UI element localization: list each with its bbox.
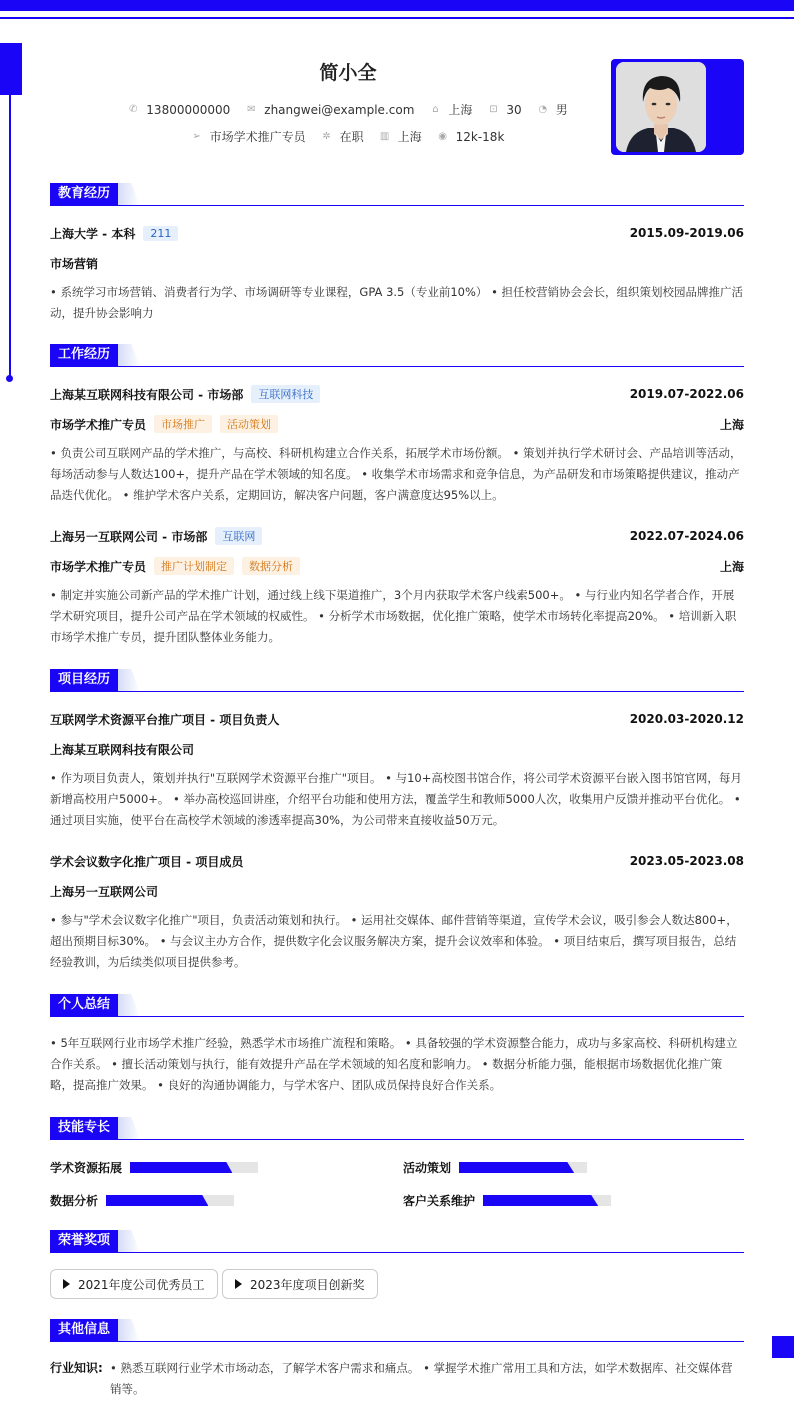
education-period: 2015.09-2019.06: [629, 226, 744, 240]
major: 市场营销: [50, 256, 99, 271]
section-other: [50, 1319, 744, 1342]
section-title-shadow: [118, 1319, 140, 1341]
education-major-row: [50, 254, 744, 272]
project-company: 上海某互联网科技有限公司: [50, 742, 195, 757]
section-title: 项目经历: [50, 669, 118, 691]
top-accent-line: [0, 17, 794, 19]
role: 市场学术推广专员: [50, 417, 147, 432]
role-tag: 市场推广: [154, 415, 212, 433]
education-desc: • 系统学习市场营销、消费者行为学、市场调研等专业课程，GPA 3.5（专业前10%） • 担任校营销协会会长，组织策划校园品牌推广活动，提升协会影响力: [50, 285, 744, 320]
section-education: [50, 183, 744, 206]
gender-icon: ◔: [538, 103, 548, 115]
phone: 13800000000: [146, 102, 231, 117]
project-company-row: [50, 740, 744, 758]
email-icon: ✉: [247, 103, 256, 115]
skill-name: 活动策划: [403, 1160, 452, 1175]
award-label: 2023年度项目创新奖: [250, 1277, 365, 1292]
section-honors: [50, 1230, 744, 1253]
award-item: [50, 1269, 218, 1299]
summary-text: • 5年互联网行业市场学术推广经验，熟悉学术市场推广流程和策略。 • 具备较强的学术资源整合能力，成功与多家高校、科研机构建立合作关系。 • 擅长活动策划与执行，能有效提升产品在学术领域的知名度和影响力。 • 数据分析能力强，能根据市场数据优化推广策略，提高推广效果。 • 良好的沟通协调能力，与学术客户、团队成员保持良好合作关系。: [50, 1036, 738, 1092]
section-title-shadow: [118, 183, 140, 205]
skill-name: 学术资源拓展: [50, 1160, 123, 1175]
avatar: [616, 62, 706, 152]
age-icon: ⊡: [489, 103, 498, 115]
section-work: [50, 344, 744, 367]
skill-bar-fill: [459, 1162, 574, 1173]
section-title-shadow: [118, 994, 140, 1016]
school-tag: 211: [143, 226, 178, 241]
play-icon: [235, 1279, 242, 1289]
section-skills: [50, 1117, 744, 1140]
award-label: 2021年度公司优秀员工: [78, 1277, 205, 1292]
section-summary: [50, 994, 744, 1017]
email: zhangwei@example.com: [264, 102, 415, 117]
work-role-row: [50, 557, 744, 575]
side-accent-dot: [6, 375, 13, 382]
project-title: 学术会议数字化推广项目 - 项目成员: [50, 854, 244, 869]
company: 上海某互联网科技有限公司 - 市场部: [50, 387, 244, 402]
work-role-row: [50, 415, 744, 433]
gender: 男: [555, 103, 568, 117]
skill-name: 客户关系维护: [403, 1193, 476, 1208]
skill-bar-fill: [106, 1195, 208, 1206]
project-company-row: [50, 882, 744, 900]
skill-bar-fill: [130, 1162, 232, 1173]
section-title: 教育经历: [50, 183, 118, 205]
project-title: 互联网学术资源平台推广项目 - 项目负责人: [50, 712, 280, 727]
work-header: [50, 527, 744, 545]
section-title: 技能专长: [50, 1117, 118, 1139]
award-item: [222, 1269, 378, 1299]
building-icon: ▥: [379, 130, 390, 142]
resume-name: 简小全: [319, 62, 377, 84]
play-icon: [63, 1279, 70, 1289]
section-title-shadow: [118, 1117, 140, 1139]
work-desc: • 负责公司互联网产品的学术推广，与高校、科研机构建立合作关系，拓展学术市场份额。 • 策划并执行学术研讨会、产品培训等活动，每场活动参与人数达100+，提升产品在学术领域的知名度。 • 收集学术市场需求和竞争信息，为产品研发和市场策略提供建议，推动产品迭代优化。 • 维护学术客户关系，定期回访，解决客户问题，客户满意度达95%以上。: [50, 446, 742, 502]
section-title-shadow: [118, 344, 140, 366]
other-text: • 熟悉互联网行业学术市场动态，了解学术客户需求和痛点。 • 掌握学术推广常用工具和方法，如学术数据库、社交媒体营销等。: [110, 1361, 733, 1396]
project-desc: • 作为项目负责人，策划并执行"互联网学术资源平台推广"项目。 • 与10+高校图书馆合作，将公司学术资源平台嵌入图书馆官网，每月新增高校用户5000+。 • 举办高校巡回讲座，介绍平台功能和使用方法，覆盖学生和教师5000人次，收集用户反馈并推动平台优化。 • 通过项目实施，使平台在高校学术领域的渗透率提高30%，为公司带来直接收益50万元。: [50, 771, 742, 827]
work-period: 2019.07-2022.06: [629, 387, 744, 401]
skill-bar-fill: [483, 1195, 598, 1206]
work-location: 上海: [719, 417, 744, 432]
location-icon: ⌂: [432, 103, 439, 115]
role-tag: 活动策划: [220, 415, 278, 433]
job-intent-row: [50, 128, 646, 145]
skill-name: 数据分析: [50, 1193, 99, 1208]
age: 30: [506, 102, 522, 117]
work-location: 上海: [719, 559, 744, 574]
project-period: 2020.03-2020.12: [629, 712, 744, 726]
section-title: 荣誉奖项: [50, 1230, 118, 1252]
role-tag: 推广计划制定: [154, 557, 234, 575]
target-position: 市场学术推广专员: [209, 130, 306, 144]
section-projects: [50, 669, 744, 692]
top-accent-bar: [0, 0, 794, 11]
skill-bar: [106, 1195, 234, 1206]
contact-row: [50, 101, 646, 118]
section-title: 工作经历: [50, 344, 118, 366]
project-company: 上海另一互联网公司: [50, 884, 159, 899]
section-title-shadow: [118, 669, 140, 691]
other-label: 行业知识:: [50, 1361, 103, 1375]
phone-icon: ✆: [129, 103, 138, 115]
section-title: 个人总结: [50, 994, 118, 1016]
side-accent-line: [9, 95, 11, 378]
project-header: [50, 852, 744, 870]
skill-bar: [483, 1195, 611, 1206]
school: 上海大学 - 本科: [50, 226, 136, 241]
work-header: [50, 385, 744, 403]
skill-bar: [130, 1162, 258, 1173]
role-tag: 数据分析: [242, 557, 300, 575]
section-title: 其他信息: [50, 1319, 118, 1341]
skill-bar: [459, 1162, 587, 1173]
target-city: 上海: [397, 130, 422, 144]
project-header: [50, 710, 744, 728]
corner-accent-block: [772, 1336, 794, 1358]
job-status: 在职: [339, 130, 364, 144]
company-tag: 互联网: [215, 527, 262, 545]
side-accent-block: [0, 43, 22, 95]
work-desc: • 制定并实施公司新产品的学术推广计划，通过线上线下渠道推广，3个月内获取学术客户线索500+。 • 与行业内知名学者合作，开展学术研究项目，提升公司产品在学术领域的权威性。 • 分析学术市场数据，优化推广策略，使学术市场转化率提高20%。 • 培训新入职市场学术推广专员，提升团队整体业务能力。: [50, 588, 737, 644]
city: 上海: [448, 103, 473, 117]
send-icon: ➢: [192, 130, 201, 142]
role: 市场学术推广专员: [50, 559, 147, 574]
company-tag: 互联网科技: [251, 385, 320, 403]
section-title-shadow: [118, 1230, 140, 1252]
project-desc: • 参与"学术会议数字化推广"项目，负责活动策划和执行。 • 运用社交媒体、邮件营销等渠道，宣传学术会议，吸引参会人数达800+，超出预期目标30%。 • 与会议主办方合作，提供数字化会议服务解决方案，提升会议效率和体验。 • 项目结束后，撰写项目报告，总结经验教训，为后续类似项目提供参考。: [50, 913, 738, 969]
education-header: [50, 224, 744, 242]
work-period: 2022.07-2024.06: [629, 529, 744, 543]
salary-icon: ◉: [438, 130, 447, 142]
salary: 12k-18k: [455, 129, 505, 144]
status-icon: ✲: [322, 130, 331, 142]
project-period: 2023.05-2023.08: [629, 854, 744, 868]
company: 上海另一互联网公司 - 市场部: [50, 529, 208, 544]
